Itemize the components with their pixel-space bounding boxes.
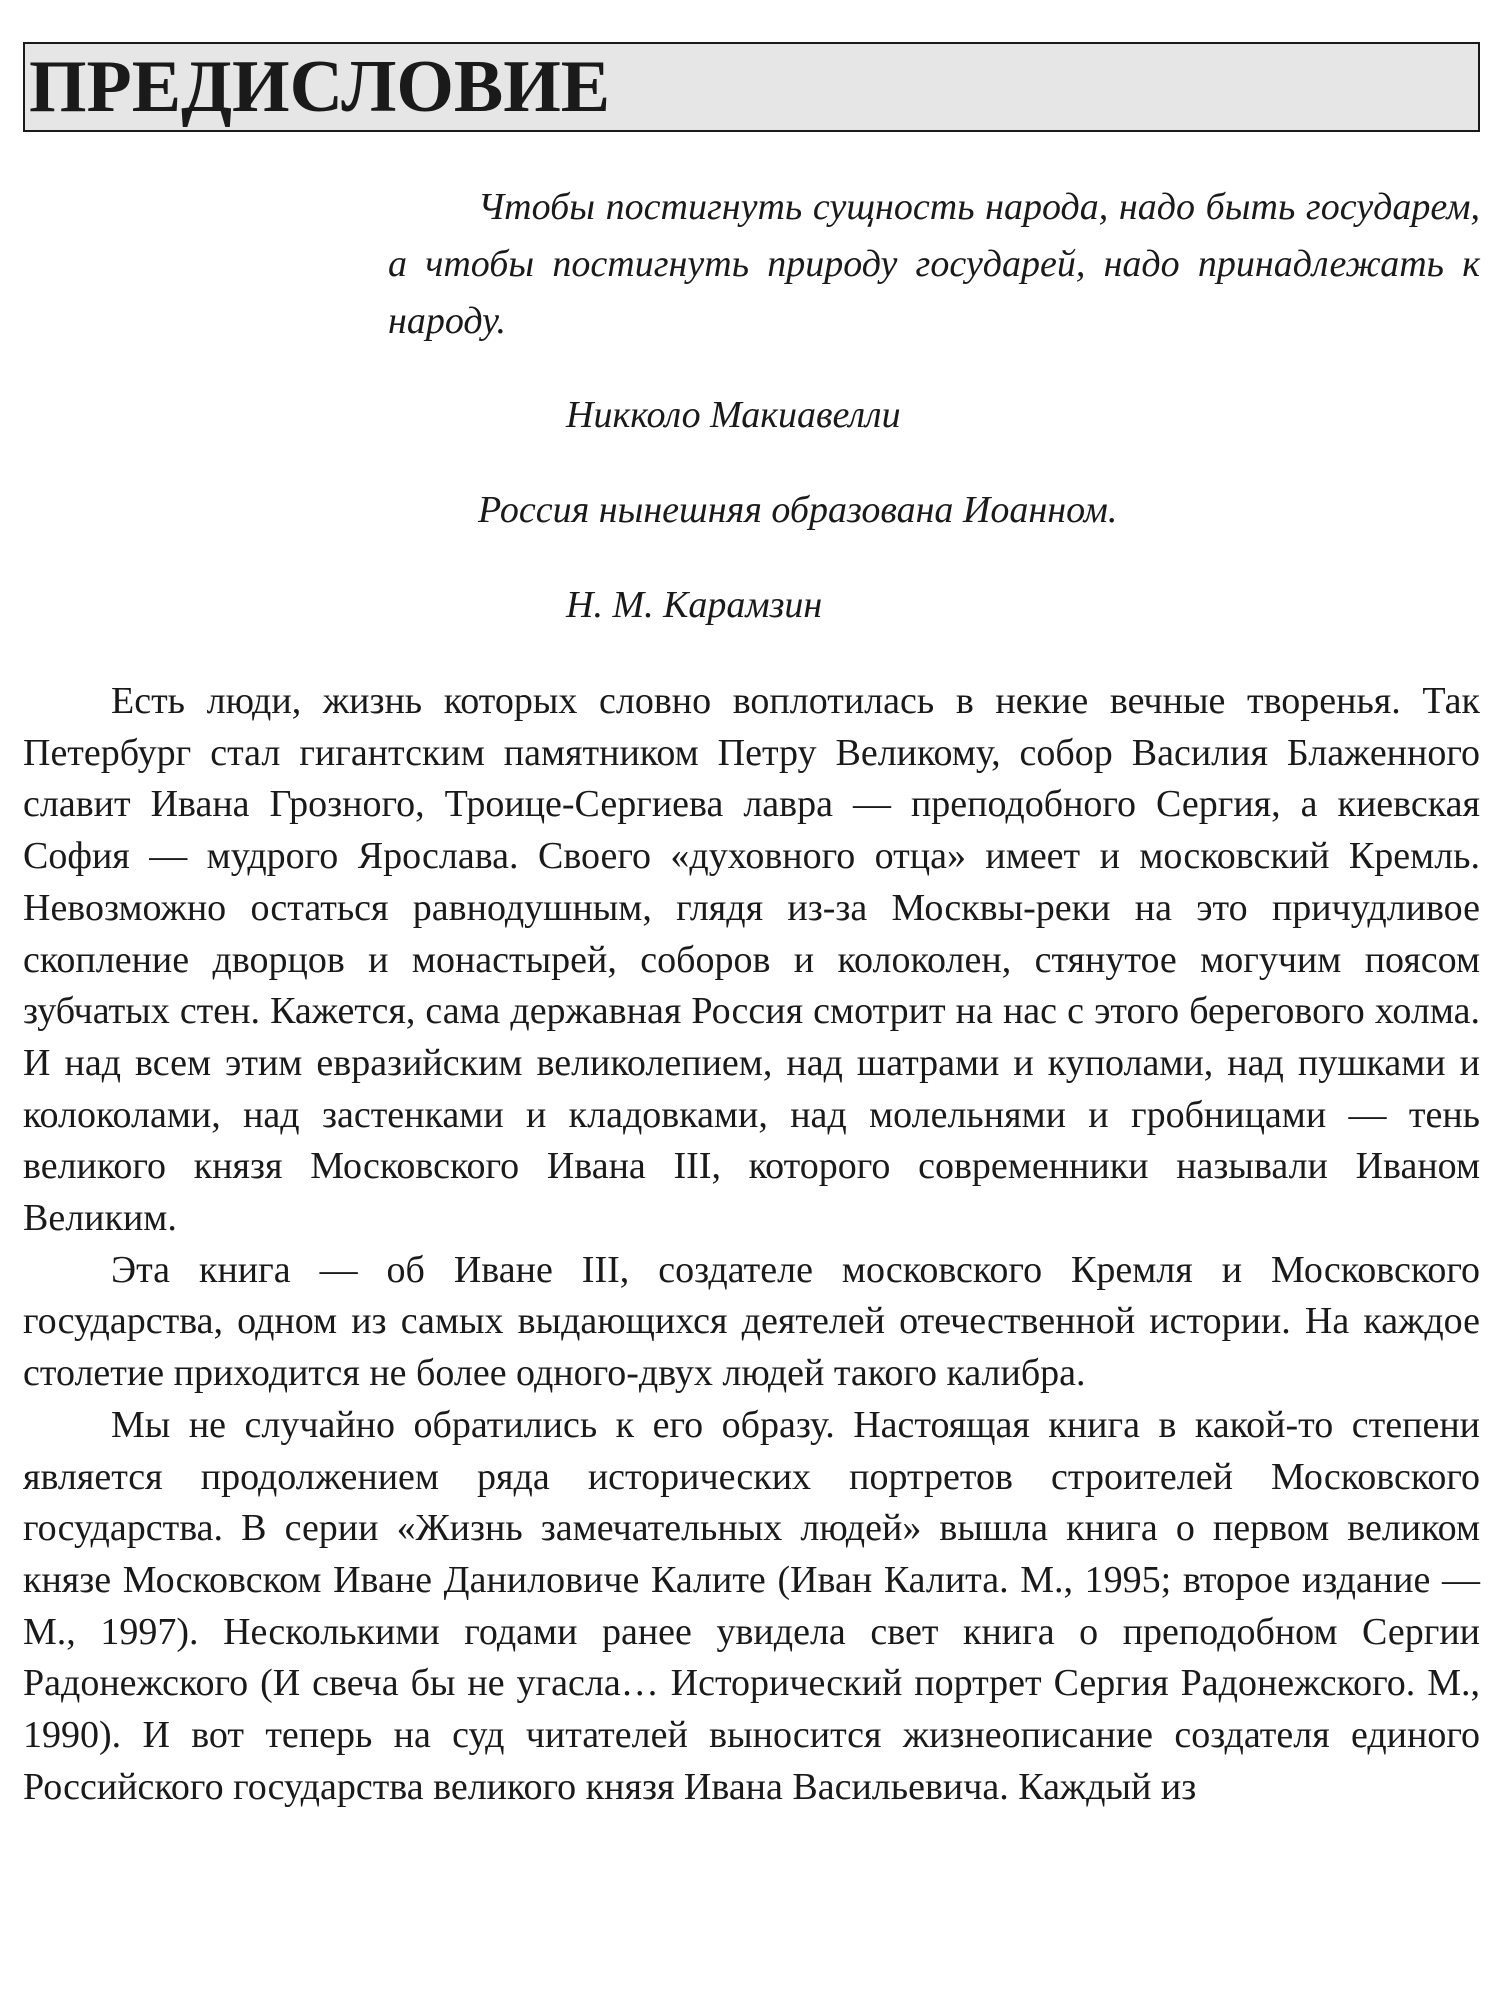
paragraph-2: Эта книга — об Иване III, создателе московского Кремля и Московского государства, одном из самых выдающихся деятелей отечественной истории. На каждое столетие приходится не более одного-двух людей такого калибра. [23,1248,1480,1395]
paragraph-3: Мы не случайно обратились к его образу. Настоящая книга в какой-то степени является продолжением ряда исторических портретов строителей Московского государства. В серии «Жизнь замечательных людей» вышла книга о первом великом князе Московском Иване Даниловиче Калите (Иван Калита. М., 1995; второе издание — М., 1997). Несколькими годами ранее увидела свет книга о преподобном Сергии Радонежского (И свеча бы не угасла… Исторический портрет Сергия Радонежского. М., 1990). И вот теперь на суд читателей выносится жизнеописание создателя единого Российского государства великого князя Ивана Васильевича. Каждый из [23,1403,1480,1808]
epigraph-author-2: Н. М. Карамзин [566,584,823,626]
epigraph-block [388,179,1480,634]
body-text [23,676,1480,1813]
epigraph-quote-1: Чтобы постигнуть сущность народа, надо быть государем, а чтобы постигнуть природу государей, надо принадлежать к народу. [388,186,1480,342]
page [23,42,1480,1813]
epigraph-quote-2: Россия нынешняя образована Иоанном. [478,489,1118,531]
chapter-title: ПРЕДИСЛОВИЕ [23,42,1480,132]
paragraph-1: Есть люди, жизнь которых словно воплотилась в некие вечные творенья. Так Петербург стал гигантским памятником Петру Великому, собор Василия Блаженного славит Ивана Грозного, Троице-Сергиева лавра — преподобного Сергия, а киевская София — мудрого Ярослава. Своего «духовного отца» имеет и московский Кремль. Невозможно остаться равнодушным, глядя из-за Москвы-реки на это причудливое скопление дворцов и монастырей, соборов и колоколен, стянутое могучим поясом зубчатых стен. Кажется, сама державная Россия смотрит на нас с этого берегового холма. И над всем этим евразийским великолепием, над шатрами и куполами, над пушками и колоколами, над застенками и кладовками, над молельнями и гробницами — тень великого князя Московского Ивана III, которого современники называли Иваном Великим. [23,680,1480,1240]
epigraph-author-1: Никколо Макиавелли [566,394,901,436]
